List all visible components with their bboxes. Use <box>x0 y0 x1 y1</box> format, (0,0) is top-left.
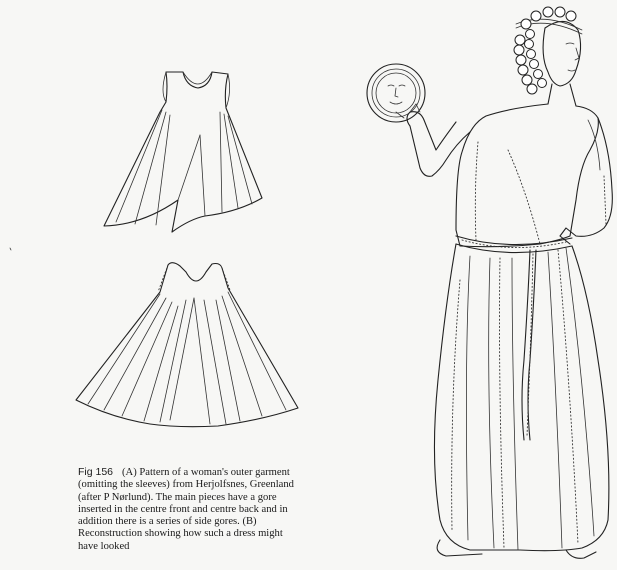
caption-line: (A) Pattern of a woman's outer garment <box>122 467 290 478</box>
figure-head <box>514 7 582 106</box>
caption-line: inserted in the centre front and centre back and in <box>78 503 288 515</box>
figure-label: Fig 156 <box>78 466 114 478</box>
raised-arm <box>407 112 470 177</box>
caption-line: have looked <box>78 540 130 552</box>
figure-shoe-left <box>437 540 482 556</box>
caption-line: (after P Nørlund). The main pieces have a gore <box>78 491 277 503</box>
figure-caption <box>78 466 378 553</box>
reconstruction-figure <box>367 7 612 558</box>
caption-line: Reconstruction showing how such a dress might <box>78 528 283 540</box>
caption-line: (omitting the sleeves) from Herjolfsnes, Greenland <box>78 479 294 491</box>
stray-mark <box>10 248 11 250</box>
pattern-front-piece <box>104 72 262 232</box>
figure-bodice <box>456 104 598 247</box>
pattern-back-piece <box>76 263 298 427</box>
figure-shoe-right <box>566 550 596 558</box>
caption-line: addition there is a series of side gores. (B) <box>78 516 257 528</box>
hand-mirror <box>367 64 425 122</box>
